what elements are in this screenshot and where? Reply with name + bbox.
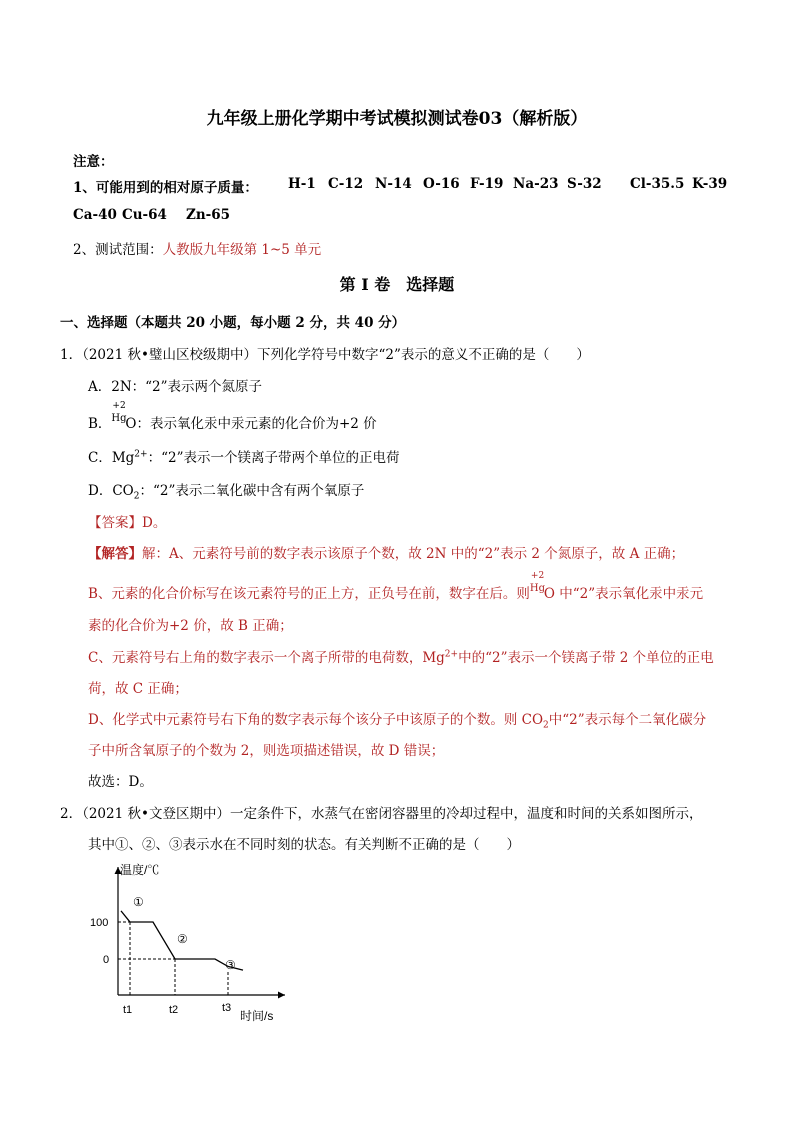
- valence-symbol-analysis: Hg: [529, 583, 546, 594]
- q1-analysis-line-6: [88, 708, 706, 731]
- q1-answer: [88, 511, 166, 531]
- q2-stem-line-2: 其中①、②、③表示水在不同时刻的状态。有关判断不正确的是（ ）: [88, 837, 520, 853]
- notice-heading: 注意：: [73, 154, 114, 170]
- analysis-text-4-sup: 2+: [444, 649, 459, 660]
- y-tick-100: 100: [90, 917, 109, 929]
- page-title: 九年级上册化学期中考试模拟测试卷03（解析版）: [206, 109, 588, 129]
- answer-value: D。: [142, 515, 167, 531]
- mass-c: C-12: [328, 176, 364, 192]
- mass-o: O-16: [423, 176, 460, 192]
- y-tick-0: 0: [103, 954, 110, 966]
- q1-analysis-line-4: [88, 646, 714, 666]
- hg-valence-notation-analysis: [529, 571, 546, 598]
- q1-stem: 1．（2021 秋•璧山区校级期中）下列化学符号中数字“2”表示的意义不正确的是（ ）: [60, 347, 590, 363]
- q1-option-c-tail: ：“2”表示一个镁离子带两个单位的正电荷: [147, 450, 400, 466]
- mass-f: F-19: [470, 176, 504, 192]
- q1-option-d-sub: 2: [133, 491, 140, 502]
- mass-cl: Cl-35.5: [630, 176, 685, 192]
- mass-k: K-39: [692, 176, 728, 192]
- analysis-text-1: 解：A、元素符号前的数字表示该原子个数，故 2N 中的“2”表示 2 个氮原子，故 A 正确；: [142, 546, 685, 562]
- q1-analysis-line-7: 子中所含氧原子的个数为 2，则选项描述错误，故 D 错误；: [88, 743, 445, 759]
- q1-analysis-line-3: 素的化合价为+2 价，故 B 正确；: [88, 618, 293, 634]
- q1-option-d-label: D．CO: [88, 483, 134, 499]
- q1-option-b-label: B．: [88, 416, 112, 432]
- state-label-1: ①: [133, 895, 144, 909]
- x-tick-t3: t3: [222, 1002, 232, 1014]
- mass-h: H-1: [288, 176, 316, 192]
- mass-ca: Ca-40: [73, 207, 117, 223]
- q1-option-b-tail: O：表示氧化汞中汞元素的化合价为+2 价: [125, 416, 377, 432]
- analysis-text-2b: O 中“2”表示氧化汞中汞元: [543, 586, 704, 602]
- q1-option-a: A．2N：“2”表示两个氮原子: [88, 379, 263, 395]
- x-tick-t2: t2: [169, 1004, 179, 1016]
- q1-option-c: [88, 446, 399, 466]
- analysis-text-6a: D、化学式中元素符号右下角的数字表示每个该分子中该原子的个数。则 CO: [88, 712, 544, 728]
- mass-zn: Zn-65: [186, 207, 231, 223]
- notice-item-1-prefix: 1、可能用到的相对原子质量：: [73, 180, 258, 196]
- valence-charge-analysis: +2: [530, 571, 545, 581]
- x-axis-label: 时间/s: [240, 1009, 274, 1023]
- x-tick-t1: t1: [123, 1004, 133, 1016]
- q1-analysis-line-1: [88, 542, 684, 562]
- notice-item-2: [73, 238, 321, 258]
- notice-item-1: [73, 176, 258, 196]
- valence-symbol: Hg: [111, 413, 127, 424]
- mass-na: Na-23: [513, 176, 559, 192]
- mass-s: S-32: [567, 176, 602, 192]
- answer-tag: 【答案】: [88, 515, 142, 531]
- temperature-time-chart: [85, 855, 305, 1030]
- analysis-tag: 【解答】: [88, 546, 142, 562]
- analysis-text-4b: 中的“2”表示一个镁离子带 2 个单位的正电: [458, 650, 714, 666]
- analysis-text-4a: C、元素符号右上角的数字表示一个离子所带的电荷数，Mg: [88, 650, 445, 666]
- q1-option-b: [88, 401, 377, 432]
- y-axis-label: 温度/℃: [120, 863, 160, 877]
- q1-option-c-sup: 2+: [134, 449, 148, 460]
- q1-analysis-line-5: 荷，故 C 正确；: [88, 681, 188, 697]
- q1-option-c-label: C．Mg: [88, 450, 135, 466]
- valence-charge: +2: [112, 401, 126, 411]
- analysis-text-6b: 中“2”表示每个二氧化碳分: [548, 712, 707, 728]
- q1-option-d-tail: ：“2”表示二氧化碳中含有两个氧原子: [139, 483, 365, 499]
- q1-conclusion: 故选：D。: [88, 774, 153, 790]
- analysis-text-2a: B、元素的化合价标写在该元素符号的正上方，正负号在前，数字在后。则: [88, 586, 530, 602]
- mass-cu: Cu-64: [122, 207, 167, 223]
- state-label-2: ②: [177, 932, 188, 946]
- hg-valence-notation: [111, 401, 127, 428]
- q1-analysis-line-2: [88, 571, 704, 602]
- section-title: 第 I 卷 选择题: [339, 275, 455, 294]
- part-heading: 一、选择题（本题共 20 小题，每小题 2 分，共 40 分）: [60, 315, 406, 331]
- q1-option-d: [88, 479, 364, 502]
- analysis-text-6-sub: 2: [543, 720, 549, 731]
- q2-stem-line-1: 2．（2021 秋•文登区期中）一定条件下，水蒸气在密闭容器里的冷却过程中，温度和时间的关系如图所示，: [60, 806, 703, 822]
- state-label-3: ③: [225, 958, 236, 972]
- notice-item-2-range: 人教版九年级第 1~5 单元: [162, 242, 322, 258]
- notice-item-2-prefix: 2、测试范围：: [73, 242, 163, 258]
- mass-n: N-14: [375, 176, 412, 192]
